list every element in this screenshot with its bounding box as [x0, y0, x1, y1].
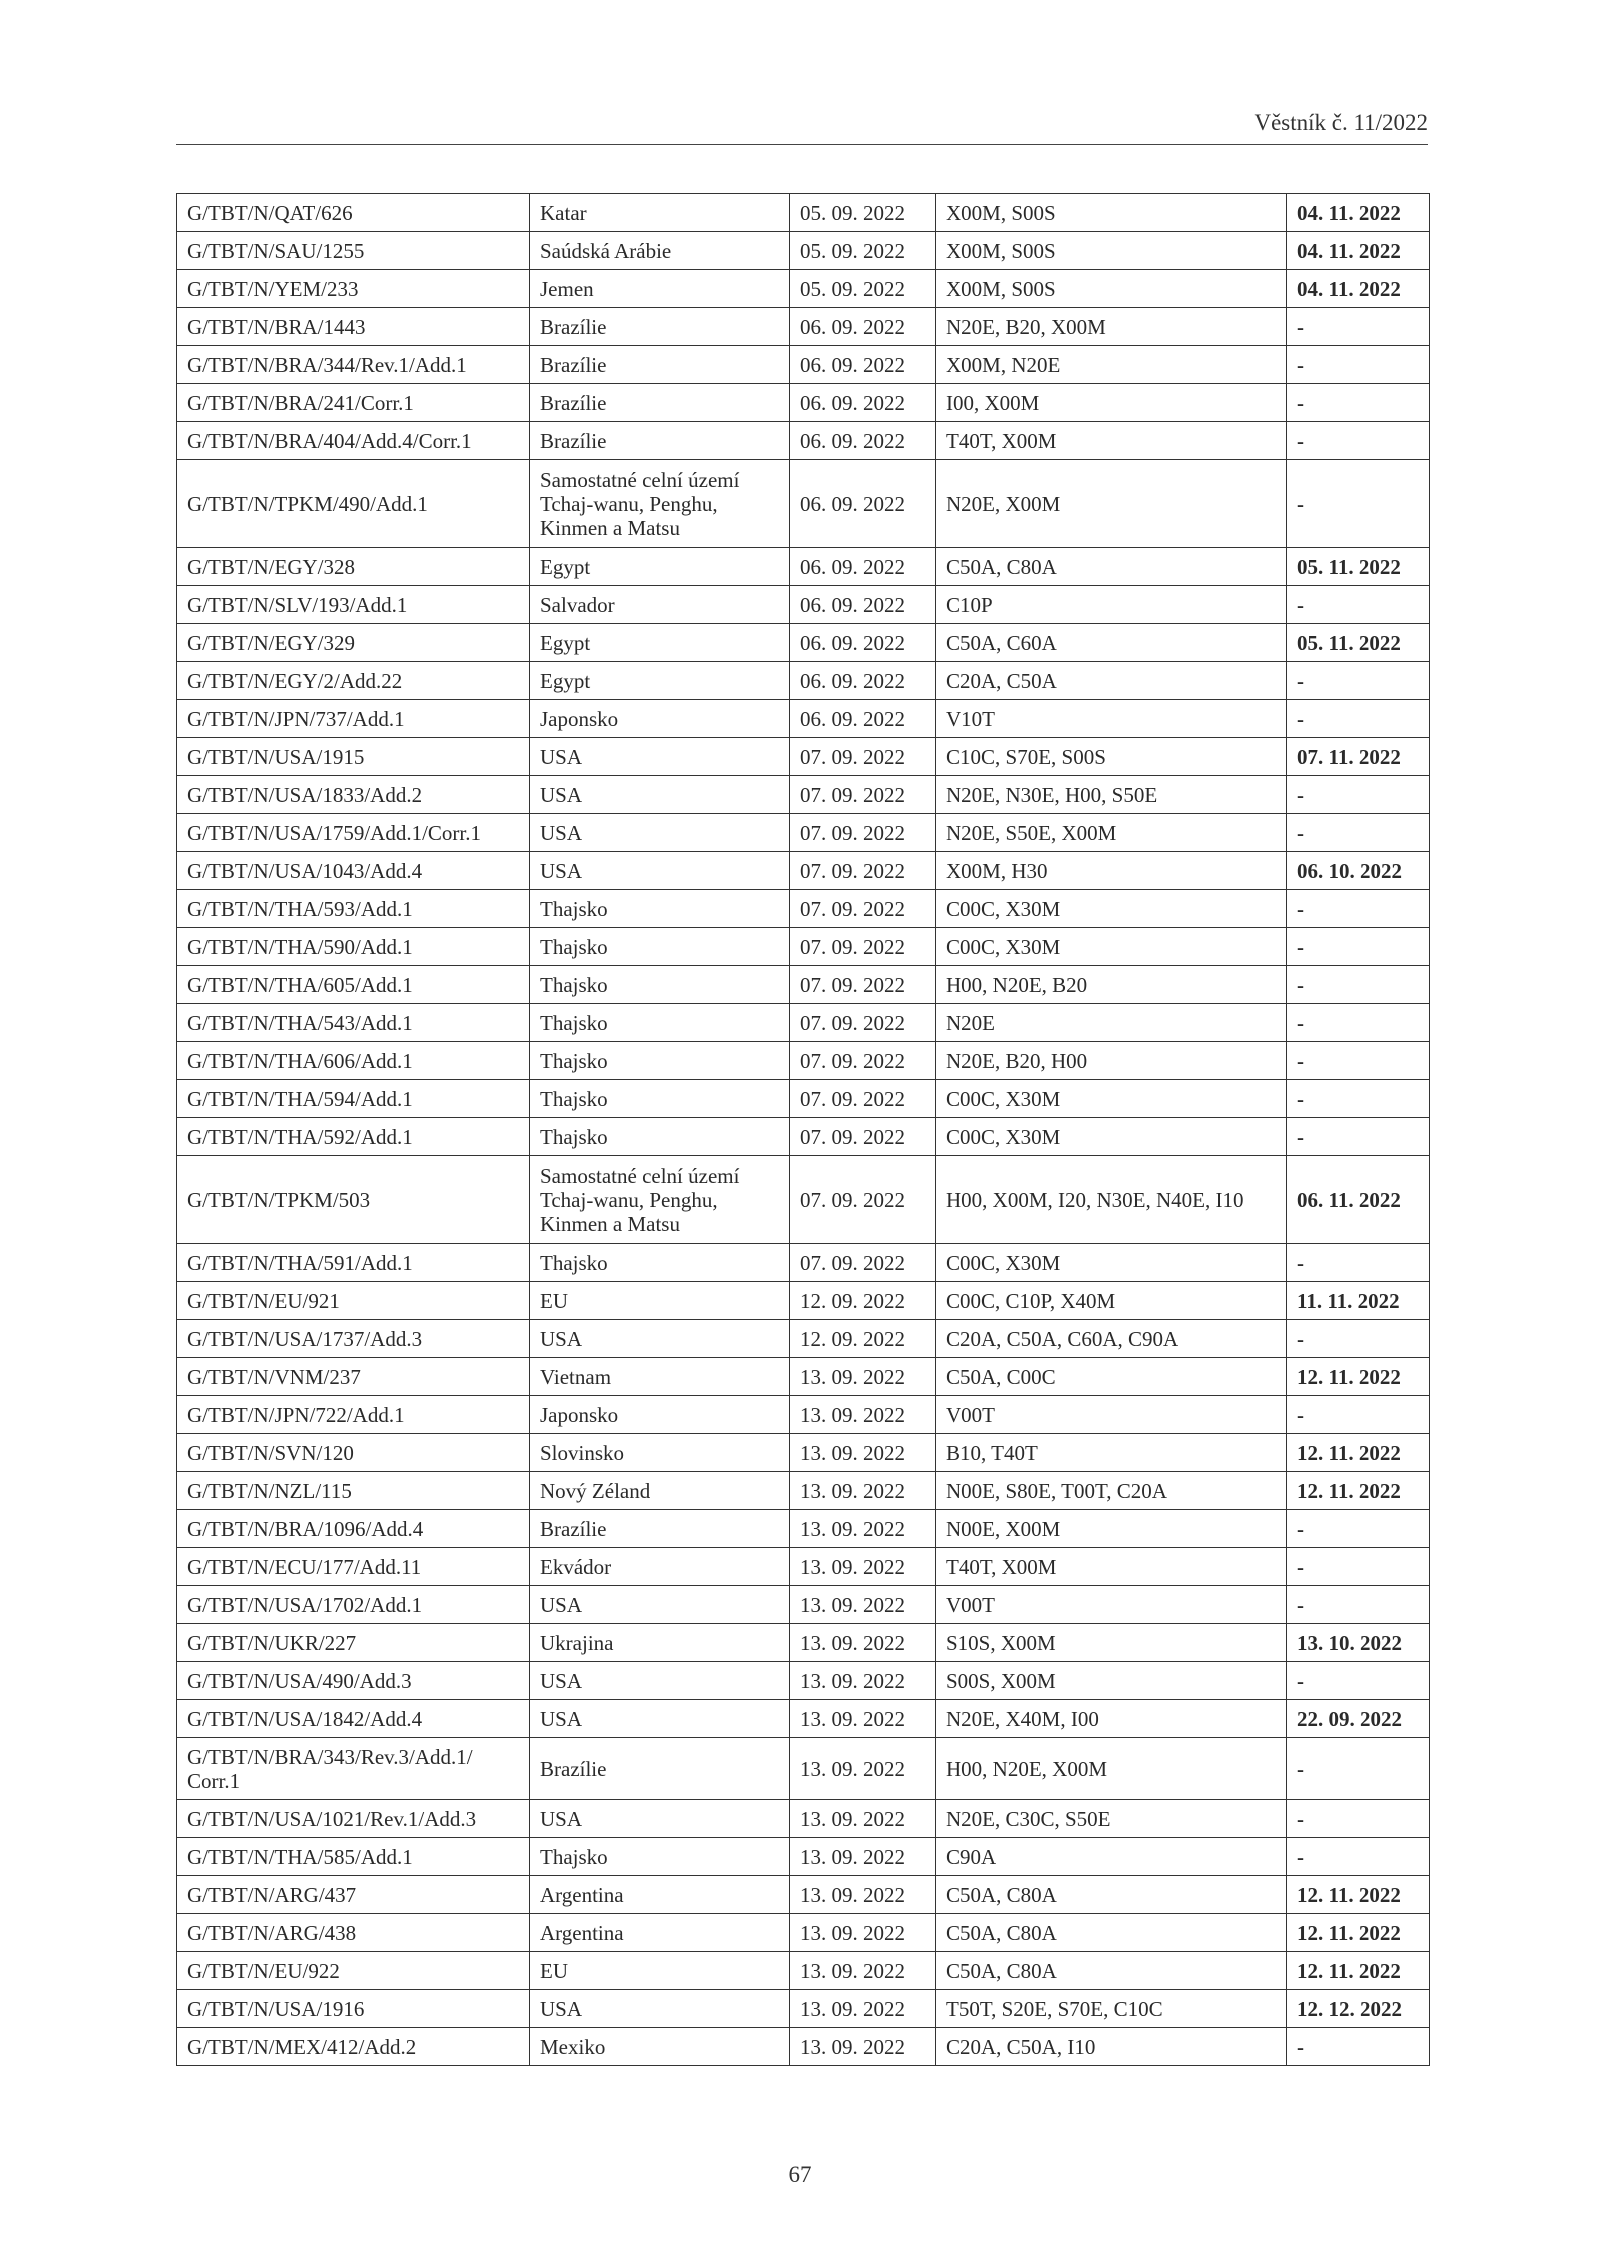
- comment-deadline: 04. 11. 2022: [1287, 270, 1430, 308]
- member-country: Argentina: [530, 1876, 790, 1914]
- comment-deadline: 12. 11. 2022: [1287, 1952, 1430, 1990]
- notification-symbol: G/TBT/N/USA/1043/Add.4: [177, 852, 530, 890]
- ics-codes: C00C, X30M: [936, 890, 1287, 928]
- notification-symbol: G/TBT/N/BRA/343/Rev.3/Add.1/ Corr.1: [177, 1738, 530, 1800]
- member-country: EU: [530, 1952, 790, 1990]
- member-country: USA: [530, 1320, 790, 1358]
- comment-deadline: -: [1287, 1396, 1430, 1434]
- notification-symbol: G/TBT/N/TPKM/503: [177, 1156, 530, 1244]
- member-country: Thajsko: [530, 890, 790, 928]
- member-country: Brazílie: [530, 1738, 790, 1800]
- comment-deadline: 11. 11. 2022: [1287, 1282, 1430, 1320]
- comment-deadline: 04. 11. 2022: [1287, 232, 1430, 270]
- member-country: Argentina: [530, 1914, 790, 1952]
- comment-deadline: -: [1287, 966, 1430, 1004]
- notification-symbol: G/TBT/N/SAU/1255: [177, 232, 530, 270]
- comment-deadline: -: [1287, 422, 1430, 460]
- notification-date: 13. 09. 2022: [790, 1738, 936, 1800]
- notification-date: 13. 09. 2022: [790, 1914, 936, 1952]
- ics-codes: X00M, H30: [936, 852, 1287, 890]
- notification-date: 07. 09. 2022: [790, 852, 936, 890]
- table-row: [177, 346, 1430, 384]
- member-country: Thajsko: [530, 1080, 790, 1118]
- table-row: [177, 776, 1430, 814]
- ics-codes: H00, X00M, I20, N30E, N40E, I10: [936, 1156, 1287, 1244]
- page-footer: [0, 2162, 1600, 2188]
- ics-codes: T40T, X00M: [936, 422, 1287, 460]
- notification-symbol: G/TBT/N/USA/1833/Add.2: [177, 776, 530, 814]
- ics-codes: C50A, C80A: [936, 1914, 1287, 1952]
- member-country: Egypt: [530, 624, 790, 662]
- notification-symbol: G/TBT/N/QAT/626: [177, 194, 530, 232]
- comment-deadline: -: [1287, 1510, 1430, 1548]
- member-country: Vietnam: [530, 1358, 790, 1396]
- ics-codes: T40T, X00M: [936, 1548, 1287, 1586]
- notification-date: 12. 09. 2022: [790, 1320, 936, 1358]
- ics-codes: C10C, S70E, S00S: [936, 738, 1287, 776]
- table-row: [177, 1990, 1430, 2028]
- table-row: [177, 194, 1430, 232]
- ics-codes: B10, T40T: [936, 1434, 1287, 1472]
- ics-codes: C20A, C50A, I10: [936, 2028, 1287, 2066]
- member-country: USA: [530, 1990, 790, 2028]
- table-row: [177, 1118, 1430, 1156]
- notification-symbol: G/TBT/N/USA/1842/Add.4: [177, 1700, 530, 1738]
- table-row: [177, 1838, 1430, 1876]
- notification-symbol: G/TBT/N/YEM/233: [177, 270, 530, 308]
- comment-deadline: -: [1287, 2028, 1430, 2066]
- ics-codes: V00T: [936, 1586, 1287, 1624]
- notification-symbol: G/TBT/N/THA/543/Add.1: [177, 1004, 530, 1042]
- table-row: [177, 1358, 1430, 1396]
- ics-codes: N00E, X00M: [936, 1510, 1287, 1548]
- ics-codes: C10P: [936, 586, 1287, 624]
- table-row: [177, 1434, 1430, 1472]
- notification-symbol: G/TBT/N/EGY/2/Add.22: [177, 662, 530, 700]
- comment-deadline: 22. 09. 2022: [1287, 1700, 1430, 1738]
- member-country: Thajsko: [530, 1838, 790, 1876]
- ics-codes: N20E, X40M, I00: [936, 1700, 1287, 1738]
- comment-deadline: 12. 11. 2022: [1287, 1434, 1430, 1472]
- ics-codes: V10T: [936, 700, 1287, 738]
- table-row: [177, 422, 1430, 460]
- ics-codes: C00C, X30M: [936, 1080, 1287, 1118]
- table-row: [177, 1586, 1430, 1624]
- member-country: Ekvádor: [530, 1548, 790, 1586]
- notification-symbol: G/TBT/N/SLV/193/Add.1: [177, 586, 530, 624]
- comment-deadline: -: [1287, 1662, 1430, 1700]
- table-row: [177, 624, 1430, 662]
- notification-date: 06. 09. 2022: [790, 586, 936, 624]
- comment-deadline: -: [1287, 1080, 1430, 1118]
- notification-symbol: G/TBT/N/EGY/328: [177, 548, 530, 586]
- notification-symbol: G/TBT/N/JPN/737/Add.1: [177, 700, 530, 738]
- table-row: [177, 1624, 1430, 1662]
- notification-date: 07. 09. 2022: [790, 1156, 936, 1244]
- table-row: [177, 1282, 1430, 1320]
- member-country: Brazílie: [530, 346, 790, 384]
- comment-deadline: -: [1287, 890, 1430, 928]
- notification-date: 13. 09. 2022: [790, 1800, 936, 1838]
- comment-deadline: 06. 10. 2022: [1287, 852, 1430, 890]
- table-row: [177, 700, 1430, 738]
- table-row: [177, 1876, 1430, 1914]
- notification-date: 06. 09. 2022: [790, 548, 936, 586]
- table-row: [177, 548, 1430, 586]
- ics-codes: C00C, X30M: [936, 928, 1287, 966]
- ics-codes: N00E, S80E, T00T, C20A: [936, 1472, 1287, 1510]
- ics-codes: C50A, C80A: [936, 548, 1287, 586]
- member-country: USA: [530, 1700, 790, 1738]
- notification-symbol: G/TBT/N/ARG/438: [177, 1914, 530, 1952]
- ics-codes: N20E, C30C, S50E: [936, 1800, 1287, 1838]
- table-row: [177, 662, 1430, 700]
- notification-symbol: G/TBT/N/VNM/237: [177, 1358, 530, 1396]
- member-country: Saúdská Arábie: [530, 232, 790, 270]
- notification-symbol: G/TBT/N/USA/1021/Rev.1/Add.3: [177, 1800, 530, 1838]
- member-country: Ukrajina: [530, 1624, 790, 1662]
- member-country: USA: [530, 1662, 790, 1700]
- comment-deadline: -: [1287, 1004, 1430, 1042]
- notification-date: 07. 09. 2022: [790, 1004, 936, 1042]
- notification-date: 06. 09. 2022: [790, 624, 936, 662]
- table-row: [177, 814, 1430, 852]
- comment-deadline: -: [1287, 814, 1430, 852]
- notification-symbol: G/TBT/N/EU/922: [177, 1952, 530, 1990]
- notification-date: 13. 09. 2022: [790, 1838, 936, 1876]
- member-country: EU: [530, 1282, 790, 1320]
- notification-date: 06. 09. 2022: [790, 700, 936, 738]
- table-row: [177, 460, 1430, 548]
- ics-codes: I00, X00M: [936, 384, 1287, 422]
- notification-date: 13. 09. 2022: [790, 1510, 936, 1548]
- table-row: [177, 1042, 1430, 1080]
- notification-date: 13. 09. 2022: [790, 1952, 936, 1990]
- member-country: Salvador: [530, 586, 790, 624]
- notification-date: 13. 09. 2022: [790, 1990, 936, 2028]
- ics-codes: N20E, B20, X00M: [936, 308, 1287, 346]
- ics-codes: N20E, X00M: [936, 460, 1287, 548]
- notification-date: 06. 09. 2022: [790, 460, 936, 548]
- member-country: Egypt: [530, 662, 790, 700]
- member-country: Japonsko: [530, 700, 790, 738]
- ics-codes: C50A, C60A: [936, 624, 1287, 662]
- comment-deadline: -: [1287, 1244, 1430, 1282]
- notification-date: 07. 09. 2022: [790, 776, 936, 814]
- notification-symbol: G/TBT/N/UKR/227: [177, 1624, 530, 1662]
- notification-date: 13. 09. 2022: [790, 1472, 936, 1510]
- member-country: Thajsko: [530, 1118, 790, 1156]
- member-country: USA: [530, 776, 790, 814]
- ics-codes: C20A, C50A, C60A, C90A: [936, 1320, 1287, 1358]
- notification-date: 13. 09. 2022: [790, 1700, 936, 1738]
- ics-codes: S10S, X00M: [936, 1624, 1287, 1662]
- notification-date: 07. 09. 2022: [790, 890, 936, 928]
- table-row: [177, 384, 1430, 422]
- comment-deadline: -: [1287, 1118, 1430, 1156]
- comment-deadline: 04. 11. 2022: [1287, 194, 1430, 232]
- table-row: [177, 1472, 1430, 1510]
- notification-symbol: G/TBT/N/BRA/1096/Add.4: [177, 1510, 530, 1548]
- comment-deadline: -: [1287, 1838, 1430, 1876]
- ics-codes: X00M, N20E: [936, 346, 1287, 384]
- ics-codes: N20E: [936, 1004, 1287, 1042]
- table-row: [177, 1004, 1430, 1042]
- table-row: [177, 1914, 1430, 1952]
- comment-deadline: -: [1287, 1548, 1430, 1586]
- member-country: Thajsko: [530, 966, 790, 1004]
- member-country: USA: [530, 1586, 790, 1624]
- notification-symbol: G/TBT/N/ARG/437: [177, 1876, 530, 1914]
- comment-deadline: -: [1287, 776, 1430, 814]
- notification-date: 07. 09. 2022: [790, 1042, 936, 1080]
- table-row: [177, 232, 1430, 270]
- notification-date: 13. 09. 2022: [790, 1434, 936, 1472]
- notification-date: 06. 09. 2022: [790, 308, 936, 346]
- notification-date: 05. 09. 2022: [790, 270, 936, 308]
- ics-codes: N20E, N30E, H00, S50E: [936, 776, 1287, 814]
- comment-deadline: -: [1287, 1586, 1430, 1624]
- member-country: Thajsko: [530, 1004, 790, 1042]
- page-header: [176, 112, 1428, 145]
- notification-date: 13. 09. 2022: [790, 1586, 936, 1624]
- table-row: [177, 1800, 1430, 1838]
- notification-symbol: G/TBT/N/USA/490/Add.3: [177, 1662, 530, 1700]
- ics-codes: H00, N20E, X00M: [936, 1738, 1287, 1800]
- table-row: [177, 966, 1430, 1004]
- ics-codes: X00M, S00S: [936, 194, 1287, 232]
- member-country: Mexiko: [530, 2028, 790, 2066]
- ics-codes: V00T: [936, 1396, 1287, 1434]
- member-country: Samostatné celní území Tchaj-wanu, Penghu, Kinmen a Matsu: [530, 460, 790, 548]
- notification-date: 13. 09. 2022: [790, 2028, 936, 2066]
- member-country: Brazílie: [530, 308, 790, 346]
- notification-symbol: G/TBT/N/NZL/115: [177, 1472, 530, 1510]
- ics-codes: S00S, X00M: [936, 1662, 1287, 1700]
- bulletin-title: Věstník č. 11/2022: [1254, 110, 1428, 135]
- member-country: Samostatné celní území Tchaj-wanu, Penghu, Kinmen a Matsu: [530, 1156, 790, 1244]
- member-country: Katar: [530, 194, 790, 232]
- notification-date: 13. 09. 2022: [790, 1624, 936, 1662]
- notification-symbol: G/TBT/N/BRA/404/Add.4/Corr.1: [177, 422, 530, 460]
- notification-symbol: G/TBT/N/MEX/412/Add.2: [177, 2028, 530, 2066]
- member-country: Brazílie: [530, 384, 790, 422]
- ics-codes: C00C, C10P, X40M: [936, 1282, 1287, 1320]
- table-row: [177, 1952, 1430, 1990]
- notification-date: 07. 09. 2022: [790, 814, 936, 852]
- table-row: [177, 738, 1430, 776]
- ics-codes: C00C, X30M: [936, 1244, 1287, 1282]
- table-row: [177, 1080, 1430, 1118]
- comment-deadline: 12. 12. 2022: [1287, 1990, 1430, 2028]
- notification-date: 07. 09. 2022: [790, 1080, 936, 1118]
- notification-symbol: G/TBT/N/EGY/329: [177, 624, 530, 662]
- comment-deadline: -: [1287, 928, 1430, 966]
- comment-deadline: 12. 11. 2022: [1287, 1358, 1430, 1396]
- comment-deadline: -: [1287, 346, 1430, 384]
- notification-symbol: G/TBT/N/ECU/177/Add.11: [177, 1548, 530, 1586]
- table-row: [177, 1738, 1430, 1800]
- notification-date: 07. 09. 2022: [790, 1244, 936, 1282]
- notification-date: 07. 09. 2022: [790, 1118, 936, 1156]
- comment-deadline: -: [1287, 1738, 1430, 1800]
- comment-deadline: -: [1287, 662, 1430, 700]
- member-country: Brazílie: [530, 422, 790, 460]
- ics-codes: X00M, S00S: [936, 232, 1287, 270]
- notification-symbol: G/TBT/N/JPN/722/Add.1: [177, 1396, 530, 1434]
- ics-codes: C50A, C80A: [936, 1876, 1287, 1914]
- comment-deadline: 13. 10. 2022: [1287, 1624, 1430, 1662]
- notification-date: 06. 09. 2022: [790, 346, 936, 384]
- table-row: [177, 852, 1430, 890]
- notification-date: 05. 09. 2022: [790, 194, 936, 232]
- notification-date: 06. 09. 2022: [790, 422, 936, 460]
- notification-date: 13. 09. 2022: [790, 1358, 936, 1396]
- page-number: 67: [788, 2162, 812, 2187]
- ics-codes: H00, N20E, B20: [936, 966, 1287, 1004]
- notification-date: 07. 09. 2022: [790, 738, 936, 776]
- notification-symbol: G/TBT/N/USA/1759/Add.1/Corr.1: [177, 814, 530, 852]
- ics-codes: X00M, S00S: [936, 270, 1287, 308]
- notification-date: 07. 09. 2022: [790, 966, 936, 1004]
- member-country: Egypt: [530, 548, 790, 586]
- notification-symbol: G/TBT/N/USA/1915: [177, 738, 530, 776]
- notification-date: 13. 09. 2022: [790, 1662, 936, 1700]
- table-row: [177, 1244, 1430, 1282]
- table-row: [177, 586, 1430, 624]
- notification-date: 06. 09. 2022: [790, 662, 936, 700]
- comment-deadline: -: [1287, 1800, 1430, 1838]
- notification-date: 12. 09. 2022: [790, 1282, 936, 1320]
- notification-symbol: G/TBT/N/USA/1702/Add.1: [177, 1586, 530, 1624]
- comment-deadline: -: [1287, 586, 1430, 624]
- table-row: [177, 308, 1430, 346]
- notification-date: 05. 09. 2022: [790, 232, 936, 270]
- notification-symbol: G/TBT/N/THA/605/Add.1: [177, 966, 530, 1004]
- comment-deadline: 12. 11. 2022: [1287, 1914, 1430, 1952]
- comment-deadline: 05. 11. 2022: [1287, 624, 1430, 662]
- comment-deadline: -: [1287, 1320, 1430, 1358]
- notification-date: 13. 09. 2022: [790, 1396, 936, 1434]
- member-country: Japonsko: [530, 1396, 790, 1434]
- notification-symbol: G/TBT/N/SVN/120: [177, 1434, 530, 1472]
- notification-date: 13. 09. 2022: [790, 1548, 936, 1586]
- ics-codes: C50A, C00C: [936, 1358, 1287, 1396]
- notification-symbol: G/TBT/N/THA/594/Add.1: [177, 1080, 530, 1118]
- comment-deadline: 12. 11. 2022: [1287, 1472, 1430, 1510]
- notification-symbol: G/TBT/N/USA/1737/Add.3: [177, 1320, 530, 1358]
- notification-symbol: G/TBT/N/EU/921: [177, 1282, 530, 1320]
- comment-deadline: -: [1287, 308, 1430, 346]
- notification-date: 06. 09. 2022: [790, 384, 936, 422]
- table-body: [177, 194, 1430, 2066]
- member-country: Nový Zéland: [530, 1472, 790, 1510]
- table-row: [177, 1320, 1430, 1358]
- table-row: [177, 890, 1430, 928]
- comment-deadline: 06. 11. 2022: [1287, 1156, 1430, 1244]
- member-country: Thajsko: [530, 1244, 790, 1282]
- ics-codes: C50A, C80A: [936, 1952, 1287, 1990]
- ics-codes: C90A: [936, 1838, 1287, 1876]
- comment-deadline: -: [1287, 460, 1430, 548]
- ics-codes: T50T, S20E, S70E, C10C: [936, 1990, 1287, 2028]
- member-country: Slovinsko: [530, 1434, 790, 1472]
- ics-codes: C00C, X30M: [936, 1118, 1287, 1156]
- table-row: [177, 1396, 1430, 1434]
- member-country: USA: [530, 814, 790, 852]
- table-row: [177, 1510, 1430, 1548]
- notification-symbol: G/TBT/N/THA/591/Add.1: [177, 1244, 530, 1282]
- comment-deadline: 05. 11. 2022: [1287, 548, 1430, 586]
- notification-symbol: G/TBT/N/THA/606/Add.1: [177, 1042, 530, 1080]
- table-row: [177, 1700, 1430, 1738]
- notification-date: 13. 09. 2022: [790, 1876, 936, 1914]
- table-row: [177, 1662, 1430, 1700]
- notifications-table: [176, 193, 1430, 2066]
- comment-deadline: -: [1287, 384, 1430, 422]
- notification-symbol: G/TBT/N/THA/592/Add.1: [177, 1118, 530, 1156]
- notification-symbol: G/TBT/N/THA/590/Add.1: [177, 928, 530, 966]
- comment-deadline: 12. 11. 2022: [1287, 1876, 1430, 1914]
- notification-symbol: G/TBT/N/BRA/1443: [177, 308, 530, 346]
- table-row: [177, 270, 1430, 308]
- ics-codes: C20A, C50A: [936, 662, 1287, 700]
- table-row: [177, 1548, 1430, 1586]
- table-row: [177, 1156, 1430, 1244]
- member-country: Brazílie: [530, 1510, 790, 1548]
- ics-codes: N20E, B20, H00: [936, 1042, 1287, 1080]
- ics-codes: N20E, S50E, X00M: [936, 814, 1287, 852]
- comment-deadline: -: [1287, 1042, 1430, 1080]
- notification-symbol: G/TBT/N/THA/585/Add.1: [177, 1838, 530, 1876]
- member-country: USA: [530, 738, 790, 776]
- notification-symbol: G/TBT/N/BRA/344/Rev.1/Add.1: [177, 346, 530, 384]
- table-row: [177, 928, 1430, 966]
- comment-deadline: -: [1287, 700, 1430, 738]
- notification-date: 07. 09. 2022: [790, 928, 936, 966]
- comment-deadline: 07. 11. 2022: [1287, 738, 1430, 776]
- member-country: Thajsko: [530, 928, 790, 966]
- notification-symbol: G/TBT/N/USA/1916: [177, 1990, 530, 2028]
- notification-symbol: G/TBT/N/BRA/241/Corr.1: [177, 384, 530, 422]
- member-country: USA: [530, 852, 790, 890]
- notification-symbol: G/TBT/N/TPKM/490/Add.1: [177, 460, 530, 548]
- member-country: Jemen: [530, 270, 790, 308]
- member-country: USA: [530, 1800, 790, 1838]
- notification-symbol: G/TBT/N/THA/593/Add.1: [177, 890, 530, 928]
- table-row: [177, 2028, 1430, 2066]
- member-country: Thajsko: [530, 1042, 790, 1080]
